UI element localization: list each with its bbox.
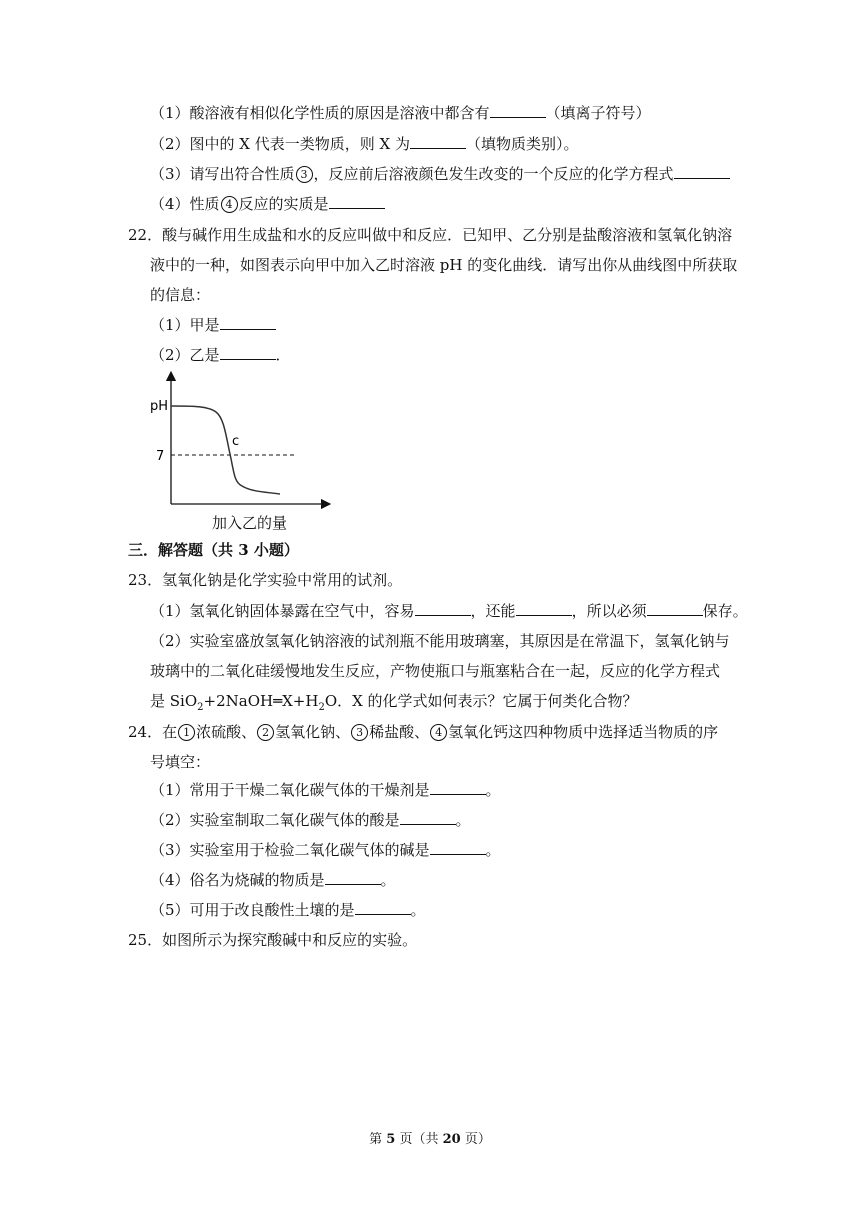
answer-blank[interactable] <box>430 840 486 855</box>
point-c-label: c <box>232 434 240 449</box>
equation-part: 是 SiO <box>150 692 198 710</box>
answer-blank[interactable] <box>220 345 276 360</box>
q24-text: 在 <box>162 723 178 741</box>
question-number: 25． <box>128 931 163 949</box>
q24-sub3 <box>150 840 501 860</box>
q21-sub1 <box>150 103 651 123</box>
q23-sub1-c: ，所以必须 <box>571 602 647 620</box>
question-number: 23． <box>128 571 163 589</box>
answer-blank[interactable] <box>410 134 466 149</box>
q22-sub2-end: ． <box>275 346 291 364</box>
q21-sub3-before: （3）请写出符合性质 <box>150 165 295 183</box>
answer-blank[interactable] <box>516 601 572 616</box>
q22-stem-1: 酸与碱作用生成盐和水的反应叫做中和反应．已知甲、乙分别是盐酸溶液和氢氧化钠溶 <box>162 226 733 244</box>
ph-curve <box>171 406 280 494</box>
q23-sub1 <box>150 601 748 621</box>
q24-stem-line2: 号填空： <box>150 753 211 771</box>
circled-number: 1 <box>178 724 195 741</box>
answer-blank[interactable] <box>329 194 385 209</box>
q21-sub2-after: （填物质类别）。 <box>465 135 579 153</box>
q24-sub3-text: （3）实验室用于检验二氧化碳气体的碱是 <box>150 841 430 859</box>
period: 。 <box>455 811 471 829</box>
q25-text: 如图所示为探究酸碱中和反应的实验。 <box>162 931 418 949</box>
answer-blank[interactable] <box>430 780 486 795</box>
q22-sub1-text: （1）甲是 <box>150 316 220 334</box>
circled-number: 3 <box>351 724 368 741</box>
q24-sub1-text: （1）常用于干燥二氧化碳气体的干燥剂是 <box>150 781 430 799</box>
answer-blank[interactable] <box>674 164 730 179</box>
q24-sub1 <box>150 780 501 800</box>
footer-text: 第 <box>369 1132 387 1147</box>
q24-sub5 <box>150 900 426 920</box>
subscript: 2 <box>197 702 204 713</box>
question-number: 22． <box>128 226 163 244</box>
q24-sub2-text: （2）实验室制取二氧化碳气体的酸是 <box>150 811 400 829</box>
q25-stem <box>128 930 417 950</box>
q24-sub4 <box>150 870 396 890</box>
q24-sub4-text: （4）俗名为烧碱的物质是 <box>150 871 325 889</box>
q21-sub3-after: ，反应前后溶液颜色发生改变的一个反应的化学方程式 <box>313 165 674 183</box>
q23-sub2-line3 <box>150 691 638 711</box>
page-footer <box>0 1128 860 1147</box>
q24-text: 浓硫酸、 <box>196 723 257 741</box>
section-heading: 三．解答题（共 3 小题） <box>128 541 299 559</box>
circled-number: 2 <box>257 724 274 741</box>
equation-part: O．X 的化学式如何表示？它属于何类化合物？ <box>324 692 638 710</box>
period: 。 <box>485 841 501 859</box>
q22-line1 <box>128 225 732 245</box>
period: 。 <box>410 901 426 919</box>
q22-sub2 <box>150 345 291 365</box>
equation-part: +2NaOH═X+H <box>203 692 319 710</box>
answer-blank[interactable] <box>647 601 703 616</box>
question-number: 24． <box>128 723 163 741</box>
q23-sub2-line2: 玻璃中的二氧化硅缓慢地发生反应，产物使瓶口与瓶塞粘合在一起，反应的化学方程式 <box>150 662 721 680</box>
q22-sub2-text: （2）乙是 <box>150 346 220 364</box>
q22-line3: 的信息： <box>150 286 211 304</box>
period: 。 <box>485 781 501 799</box>
q21-sub1-after: （填离子符号） <box>545 104 651 122</box>
y-axis-label: pH <box>150 399 169 414</box>
q21-sub4-after: 反应的实质是 <box>238 195 329 213</box>
q23-sub2-line1: （2）实验室盛放氢氧化钠溶液的试剂瓶不能用玻璃塞，其原因是在常温下，氢氧化钠与 <box>150 632 730 650</box>
answer-blank[interactable] <box>490 103 546 118</box>
q24-sub5-text: （5）可用于改良酸性土壤的是 <box>150 901 355 919</box>
q23-stem <box>128 570 402 590</box>
tick-7-label: 7 <box>156 449 165 464</box>
answer-blank[interactable] <box>400 810 456 825</box>
q24-text: 氢氧化钠、 <box>275 723 351 741</box>
footer-text: 页） <box>460 1132 491 1147</box>
q21-sub4 <box>150 194 385 214</box>
q23-sub1-a: （1）氢氧化钠固体暴露在空气中，容易 <box>150 602 415 620</box>
page-total: 20 <box>442 1132 461 1147</box>
answer-blank[interactable] <box>325 870 381 885</box>
q21-sub4-before: （4）性质 <box>150 195 220 213</box>
q21-sub1-text: （1）酸溶液有相似化学性质的原因是溶液中都含有 <box>150 104 490 122</box>
answer-blank[interactable] <box>355 900 411 915</box>
page-number: 5 <box>386 1132 396 1147</box>
answer-blank[interactable] <box>415 601 471 616</box>
circled-number: 4 <box>221 196 238 213</box>
q21-sub2 <box>150 134 579 154</box>
period: 。 <box>380 871 396 889</box>
subscript: 2 <box>318 702 325 713</box>
circled-number: 3 <box>296 166 313 183</box>
q22-sub1 <box>150 315 276 335</box>
q24-text: 氢氧化钙这四种物质中选择适当物质的序 <box>448 723 719 741</box>
ph-curve-figure <box>148 366 338 536</box>
circled-number: 4 <box>430 724 447 741</box>
q23-sub1-d: 保存。 <box>702 602 748 620</box>
q23-sub1-b: ，还能 <box>470 602 516 620</box>
q24-text: 稀盐酸、 <box>369 723 430 741</box>
footer-text: 页（共 <box>395 1132 443 1147</box>
q22-line2: 液中的一种，如图表示向甲中加入乙时溶液 pH 的变化曲线．请写出你从曲线图中所获取 <box>150 256 738 274</box>
q21-sub2-text: （2）图中的 X 代表一类物质，则 X 为 <box>150 135 410 153</box>
q24-stem-line1 <box>128 722 718 742</box>
q21-sub3 <box>150 164 730 184</box>
q24-sub2 <box>150 810 471 830</box>
answer-blank[interactable] <box>220 315 276 330</box>
x-axis-label: 加入乙的量 <box>212 514 288 532</box>
q23-stem-text: 氢氧化钠是化学实验中常用的试剂。 <box>162 571 403 589</box>
